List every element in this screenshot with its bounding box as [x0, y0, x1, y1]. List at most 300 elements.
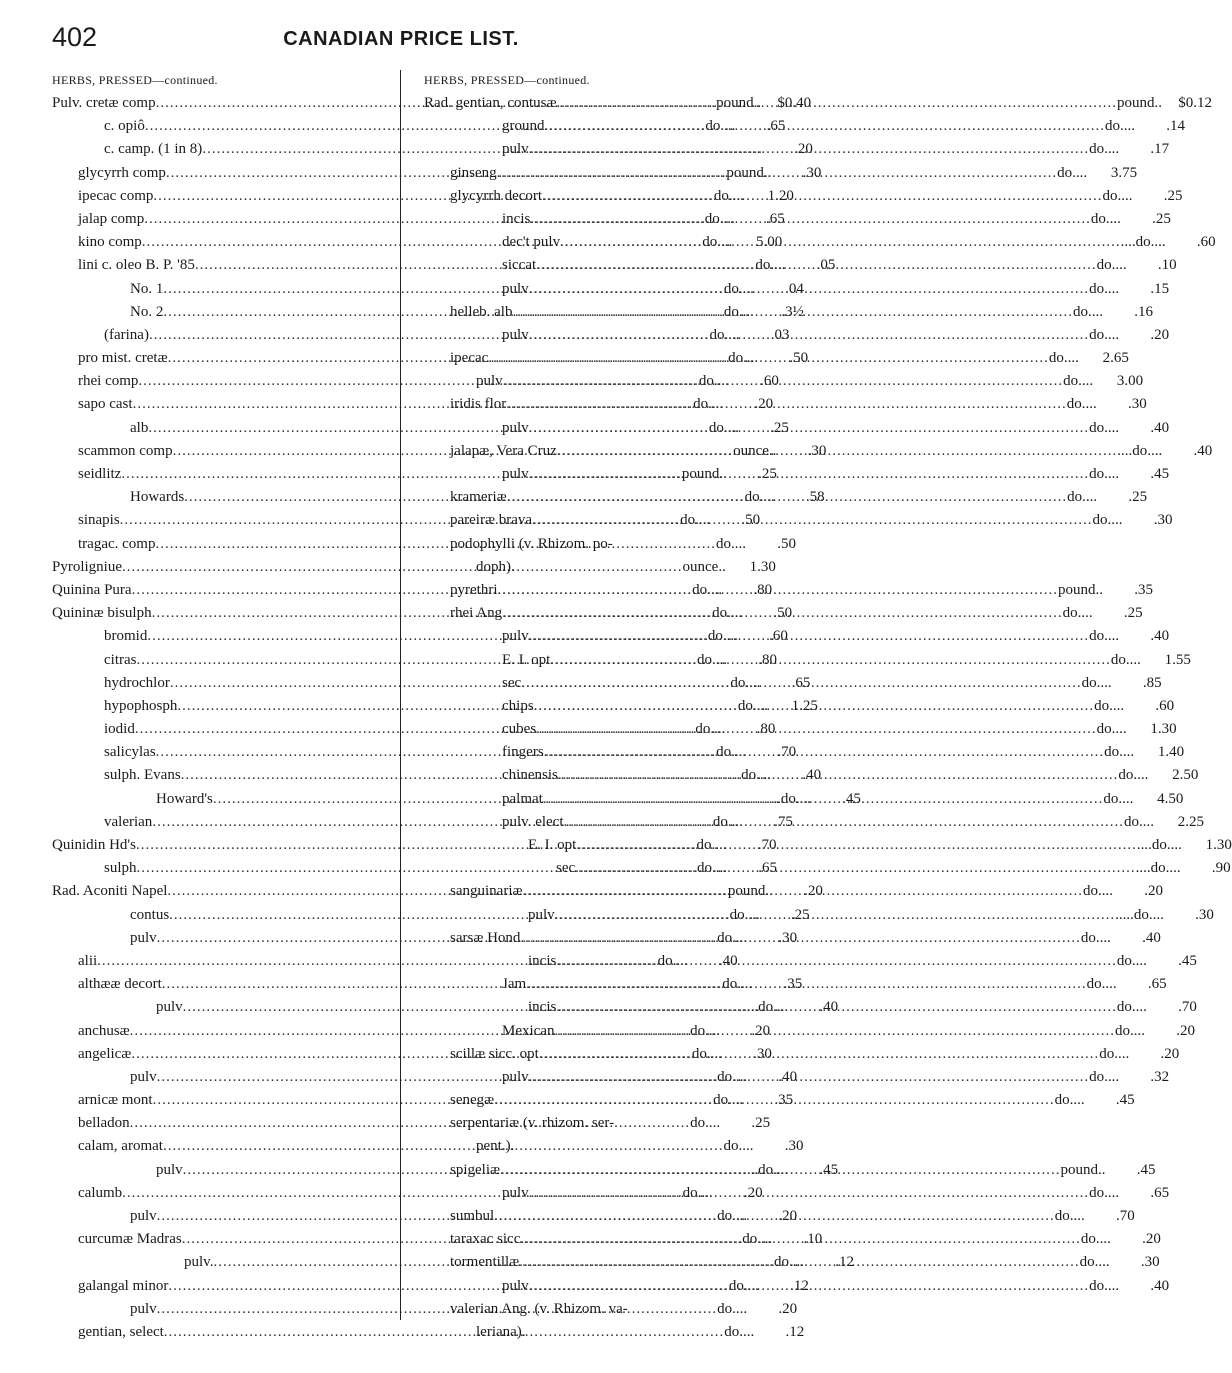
item-unit: do....: [1067, 489, 1098, 506]
dot-leader: [554, 1020, 1115, 1043]
item-name: Rad. gentian, contusæ: [424, 95, 557, 111]
item-name: incis: [528, 999, 557, 1016]
price-row: [424, 533, 750, 556]
item-name: tragac. comp: [78, 535, 156, 552]
item-unit: do....: [691, 1045, 722, 1062]
item-name: c. camp. (1 in 8): [104, 141, 203, 158]
item-price: .12: [835, 1254, 854, 1271]
item-price: 4.50: [1157, 790, 1184, 807]
item-price: .10: [803, 1231, 823, 1248]
item-unit: do....: [737, 697, 768, 714]
item-name: tormentillæ: [450, 1254, 520, 1271]
item-name: E. I. opt: [528, 837, 577, 853]
item-unit: ....do....: [743, 999, 789, 1016]
item-price: .05: [816, 257, 836, 274]
item-price: .30: [802, 164, 822, 181]
item-unit: do....: [723, 303, 754, 320]
dot-leader: [494, 1089, 1055, 1112]
dot-leader: [534, 695, 1095, 718]
dot-leader: [543, 788, 1104, 811]
item-price: .65: [1150, 1184, 1170, 1201]
item-price: .15: [1150, 280, 1170, 297]
item-name: chips: [502, 697, 534, 714]
dot-leader: [520, 1228, 1081, 1251]
item-name: Howards: [130, 489, 185, 506]
item-name: pulv: [502, 280, 529, 297]
item-unit: do....: [1062, 605, 1093, 622]
item-unit: do....: [717, 1068, 748, 1085]
item-unit: do....: [1116, 999, 1147, 1016]
item-price: .80: [758, 651, 777, 668]
item-unit: do....: [716, 744, 747, 761]
item-price: .12: [790, 1277, 809, 1294]
item-unit: do....: [728, 350, 759, 367]
item-name: pulv. elect: [502, 813, 564, 830]
item-price: .17: [1150, 141, 1170, 158]
item-name: gentian, select: [78, 1323, 164, 1340]
dot-leader: [529, 138, 1090, 161]
item-name: scillæ sicc. opt: [450, 1045, 539, 1062]
item-unit: do....: [1105, 118, 1135, 135]
item-price: .04: [785, 280, 804, 297]
item-unit: pound..: [1060, 1161, 1106, 1178]
item-name: iridis flor: [450, 396, 507, 413]
item-name: bromid: [104, 628, 148, 645]
item-price: .65: [758, 860, 778, 877]
item-unit: do....: [1104, 744, 1135, 761]
item-name: Mexican: [502, 1022, 555, 1039]
item-name: dec't pulv: [502, 234, 561, 251]
item-price: .40: [1150, 419, 1170, 436]
dot-leader: [532, 509, 1093, 532]
item-unit: do....: [709, 326, 740, 343]
item-unit: pound..: [716, 95, 762, 111]
item-price: .45: [1150, 466, 1170, 482]
item-unit: do....: [1092, 512, 1123, 529]
item-unit: do....: [1080, 929, 1111, 946]
item-price: .20: [1150, 326, 1170, 343]
item-unit: do....: [704, 210, 735, 227]
item-price: .40: [1150, 628, 1170, 645]
item-price: .20: [1142, 1231, 1161, 1248]
item-unit: do....: [705, 118, 736, 135]
item-price: .3½: [781, 303, 804, 320]
item-price: .80: [753, 581, 773, 598]
item-price: 3.75: [1110, 164, 1138, 181]
dot-leader: [544, 741, 1105, 764]
item-unit: do....: [724, 1323, 755, 1340]
item-name: pulv: [502, 141, 529, 158]
item-price: .45: [1115, 1092, 1135, 1109]
item-name: pulv: [502, 628, 529, 645]
item-unit: do....: [1086, 976, 1117, 993]
item-unit: do....: [1089, 326, 1120, 343]
item-price: .85: [1142, 674, 1162, 691]
item-name: cubes: [502, 721, 537, 738]
dot-leader: [530, 208, 1091, 231]
item-unit: do....: [1099, 1045, 1130, 1062]
item-unit: do....: [682, 1184, 713, 1201]
item-unit: do....: [1116, 952, 1147, 969]
item-unit: do....: [1081, 674, 1112, 691]
item-name: alb: [130, 419, 149, 436]
item-name: salicylas: [104, 744, 156, 761]
item-price: .40: [819, 999, 839, 1016]
right-column-heading: HERBS, PRESSED—continued.: [424, 73, 590, 87]
item-name: incis: [528, 952, 557, 969]
item-price: .25: [1152, 210, 1171, 227]
item-price: $0.12: [1178, 95, 1212, 111]
item-name: No. 1: [130, 280, 164, 297]
item-price: .40: [1193, 442, 1213, 459]
item-name: iodid: [104, 721, 135, 738]
item-name: glycyrrh decort: [450, 187, 543, 204]
item-price: .90: [1211, 860, 1231, 877]
item-name: angelicæ: [78, 1045, 132, 1062]
price-columns: [52, 70, 1232, 1344]
item-price: .70: [777, 744, 797, 761]
item-price: .30: [1128, 396, 1147, 413]
item-price: .35: [1134, 581, 1153, 598]
item-name: hypophosph: [104, 697, 178, 714]
item-name: jalapæ, Vera Cruz: [450, 442, 557, 459]
item-price: .65: [1147, 976, 1167, 993]
item-name: Jam: [502, 976, 527, 993]
item-unit: do....: [690, 1022, 721, 1039]
item-price: .30: [784, 1138, 804, 1155]
item-name: Howard's: [156, 790, 213, 807]
dot-leader: [556, 996, 1117, 1019]
item-name: anchusæ: [78, 1022, 130, 1039]
item-name: palmat: [502, 790, 543, 807]
item-name: pulv: [502, 419, 529, 436]
item-price: .20: [804, 883, 823, 900]
item-name: Quinina Pura: [52, 581, 132, 598]
item-price: .30: [778, 929, 798, 946]
item-name: althææ decort: [78, 976, 162, 993]
item-name: pareiræ brava: [450, 512, 533, 529]
item-price: .25: [1123, 605, 1143, 622]
item-name: No. 2: [130, 303, 164, 320]
item-name: sec: [556, 860, 576, 877]
item-unit: do....: [695, 721, 726, 738]
item-price: 2.25: [1177, 813, 1205, 830]
item-unit: do....: [1096, 721, 1127, 738]
item-unit: do....: [712, 605, 743, 622]
item-price: .25: [1128, 489, 1148, 506]
dot-leader: [550, 649, 1111, 672]
item-unit: do....: [1089, 1068, 1120, 1085]
item-price: .70: [1115, 1208, 1135, 1224]
item-name: pulv.: [184, 1254, 214, 1271]
item-name: calumb: [78, 1184, 123, 1201]
dot-leader: [529, 1182, 1090, 1205]
item-unit: do....: [1089, 280, 1120, 297]
item-name: pulv: [502, 1277, 529, 1294]
item-unit: do....: [696, 651, 727, 668]
item-price: .25: [1163, 187, 1183, 204]
item-name: ground: [502, 118, 545, 135]
item-price: 1.30: [749, 558, 776, 575]
dot-leader: [523, 880, 1084, 903]
item-unit: ....do....: [1135, 860, 1181, 877]
item-price: $0.40: [777, 95, 812, 111]
price-row: [424, 1135, 750, 1158]
item-price: .45: [1136, 1161, 1156, 1178]
item-price: .25: [770, 419, 789, 436]
item-price: .45: [819, 1161, 839, 1178]
item-price: .03: [770, 326, 790, 343]
dot-leader: [556, 950, 1117, 973]
item-unit: do....: [1110, 651, 1141, 668]
item-unit: ....do....: [1120, 234, 1166, 251]
item-unit: pound..: [727, 883, 773, 900]
item-name: hydrochlor: [104, 674, 170, 691]
item-unit: do....: [1103, 790, 1134, 807]
item-unit: pound..: [681, 466, 727, 482]
dot-leader: [519, 1251, 1080, 1274]
item-unit: do....: [1114, 1022, 1145, 1039]
item-name: podophylli (v. Rhizom. po-: [450, 535, 613, 552]
dot-leader: [542, 185, 1103, 208]
dot-leader: [497, 162, 1058, 185]
page-number: 402: [52, 22, 98, 52]
item-unit: do....: [742, 1231, 773, 1248]
item-price: .16: [1134, 303, 1153, 320]
price-row: [424, 556, 750, 579]
item-name: pulv: [156, 999, 183, 1016]
item-name: sulph: [104, 860, 137, 877]
item-price: .60: [760, 373, 779, 390]
item-name: krameriæ: [450, 489, 507, 506]
item-unit: do....: [657, 952, 688, 969]
dot-leader: [521, 672, 1082, 695]
item-price: 1.30: [1150, 721, 1177, 738]
item-name: Quininæ bisulph: [52, 605, 152, 622]
item-unit: do....: [712, 813, 743, 830]
item-price: .20: [1160, 1045, 1180, 1062]
item-name: calam, aromat: [78, 1138, 163, 1155]
price-row: [52, 1066, 798, 1089]
item-unit: do....: [717, 1208, 748, 1224]
item-name: taraxac sicc: [450, 1231, 521, 1248]
item-price: .40: [718, 952, 738, 969]
dot-leader: [560, 231, 1121, 254]
item-unit: do....: [1072, 303, 1103, 320]
item-name: curcumæ Madras: [78, 1231, 182, 1248]
item-price: .20: [778, 1208, 798, 1224]
item-unit: do....: [1118, 767, 1149, 784]
item-unit: do....: [708, 419, 739, 436]
item-unit: do....: [1089, 466, 1120, 482]
item-price: .20: [743, 1184, 763, 1201]
item-price: .30: [753, 1045, 772, 1062]
item-price: .65: [766, 118, 786, 135]
item-price: .50: [741, 512, 761, 529]
item-price: .60: [769, 628, 788, 645]
item-name: glycyrrh comp: [78, 164, 166, 181]
item-unit: do....: [1089, 1277, 1120, 1294]
item-unit: do....: [717, 1300, 748, 1317]
item-price: .40: [1150, 1277, 1170, 1294]
dot-leader: [503, 370, 1064, 393]
item-name: lini c. oleo B. P. '85: [78, 257, 195, 274]
item-unit: do....: [717, 929, 748, 946]
item-price: .60: [1155, 697, 1175, 714]
dot-leader: [526, 973, 1087, 996]
item-name: c. opiô: [104, 118, 145, 135]
item-price: .20: [751, 1022, 771, 1039]
item-name: pulv: [130, 1068, 157, 1085]
item-name: pulv: [528, 906, 555, 923]
dot-leader: [558, 764, 1119, 787]
item-price: .30: [807, 442, 827, 459]
item-price: .58: [805, 489, 825, 506]
item-price: 2.65: [1102, 350, 1129, 367]
item-name: scammon comp: [78, 442, 173, 459]
item-unit: do....: [722, 976, 753, 993]
price-row: [424, 788, 1184, 811]
item-unit: do....: [702, 234, 733, 251]
item-unit: do....: [1089, 419, 1120, 436]
price-row: [424, 1298, 750, 1321]
item-price: .70: [757, 837, 777, 853]
item-name: Quinidin Hd's: [52, 837, 136, 853]
item-name: serpentariæ (v. rhizom. ser-: [450, 1115, 615, 1132]
item-name: jalap comp: [78, 210, 145, 227]
item-name: sec: [502, 674, 522, 691]
item-unit: do....: [723, 280, 754, 297]
item-price: .70: [1178, 999, 1197, 1016]
dot-leader: [520, 927, 1081, 950]
item-name: sumbul: [450, 1208, 495, 1224]
dot-leader: [539, 1043, 1100, 1066]
dot-leader: [557, 440, 1118, 463]
item-name: valerian: [104, 813, 153, 830]
dot-leader: [529, 324, 1090, 347]
dot-leader: [494, 1205, 1055, 1228]
item-name: senegæ: [450, 1092, 495, 1109]
item-name: kino comp: [78, 234, 142, 251]
item-name: sanguinariæ: [450, 883, 523, 900]
item-unit: do....: [1063, 373, 1094, 390]
item-unit: ....do....: [1117, 442, 1163, 459]
item-unit: do....: [713, 1092, 744, 1109]
item-name: pulv: [502, 1068, 529, 1085]
item-name: pulv: [130, 1208, 157, 1224]
item-unit: do....: [680, 512, 711, 529]
item-name: sapo cast: [78, 396, 133, 413]
item-price: 1.40: [1157, 744, 1185, 761]
item-unit: pound..: [1057, 581, 1103, 598]
item-name: galangal minor: [78, 1277, 169, 1294]
item-price: .45: [842, 790, 861, 807]
item-unit: do....: [1089, 628, 1120, 645]
left-column-heading: HERBS, PRESSED—continued.: [52, 73, 218, 87]
item-unit: do....: [690, 1115, 721, 1132]
item-price: 1.55: [1164, 651, 1191, 668]
dot-leader: [536, 254, 1097, 277]
running-title: CANADIAN PRICE LIST.: [283, 28, 519, 50]
item-price: .14: [1166, 118, 1185, 135]
item-unit: do....: [693, 396, 724, 413]
item-name: spigeliæ: [450, 1161, 501, 1178]
item-price: .20: [1176, 1022, 1195, 1039]
item-price: .25: [790, 906, 810, 923]
dot-leader: [529, 1275, 1090, 1298]
item-price: .60: [1196, 234, 1216, 251]
dot-leader: [500, 1159, 1061, 1182]
item-price: .65: [791, 674, 811, 691]
item-name: ipecac: [450, 350, 489, 367]
item-price: .45: [1178, 952, 1197, 969]
dot-leader: [502, 602, 1063, 625]
item-unit: ....do....: [1136, 837, 1182, 853]
item-unit: ..do....: [773, 790, 811, 807]
dot-leader: [575, 857, 1136, 880]
page-header: [52, 18, 750, 58]
item-name: pyrethri: [450, 581, 498, 598]
item-unit: pound..: [1116, 95, 1162, 111]
item-price: .25: [758, 466, 777, 482]
item-name: incis: [502, 210, 531, 227]
item-price: .40: [778, 1068, 798, 1085]
item-unit: do....: [697, 860, 728, 877]
item-name: pulv: [502, 326, 529, 343]
price-row: [424, 1321, 750, 1344]
item-name: fingers: [502, 744, 544, 761]
item-price: .80: [756, 721, 776, 738]
dot-leader: [507, 486, 1068, 509]
item-name: Pyroligniue: [52, 558, 122, 575]
item-unit: do....: [1057, 164, 1088, 181]
dot-leader: [545, 115, 1106, 138]
item-unit: do....: [1066, 396, 1097, 413]
item-name: contus: [130, 906, 170, 923]
item-price: .12: [785, 1323, 805, 1340]
item-price: .75: [774, 813, 793, 830]
dot-leader: [488, 347, 1049, 370]
item-name: arnicæ mont: [78, 1092, 153, 1109]
price-row: [424, 880, 1163, 903]
item-price: .35: [774, 1092, 794, 1109]
item-price: .20: [778, 1300, 798, 1317]
dot-leader: [497, 579, 1058, 602]
item-unit: do....: [1080, 1231, 1111, 1248]
item-price: 1.30: [1205, 837, 1232, 853]
item-name: alii: [78, 952, 98, 969]
dot-leader: [556, 92, 1117, 115]
item-unit: .....do....: [1115, 906, 1164, 923]
price-row: [424, 950, 1197, 973]
dot-leader: [536, 718, 1097, 741]
item-unit: ounce..: [682, 558, 726, 575]
item-price: .20: [754, 396, 774, 413]
item-name: valerian Ang. (v. Rhizom. va-: [450, 1300, 628, 1317]
item-unit: do....: [1124, 813, 1155, 830]
item-unit: do....: [713, 187, 744, 204]
item-name: rhei comp: [78, 373, 139, 390]
item-unit: do....: [741, 767, 772, 784]
item-name: siccat: [502, 257, 537, 274]
item-name: seidlitz: [78, 466, 122, 482]
dot-leader: [576, 834, 1137, 857]
dot-leader: [529, 278, 1090, 301]
dot-leader: [512, 301, 1073, 324]
item-unit: do....: [1079, 1254, 1110, 1271]
item-unit: do....: [1048, 350, 1079, 367]
item-price: .50: [789, 350, 809, 367]
